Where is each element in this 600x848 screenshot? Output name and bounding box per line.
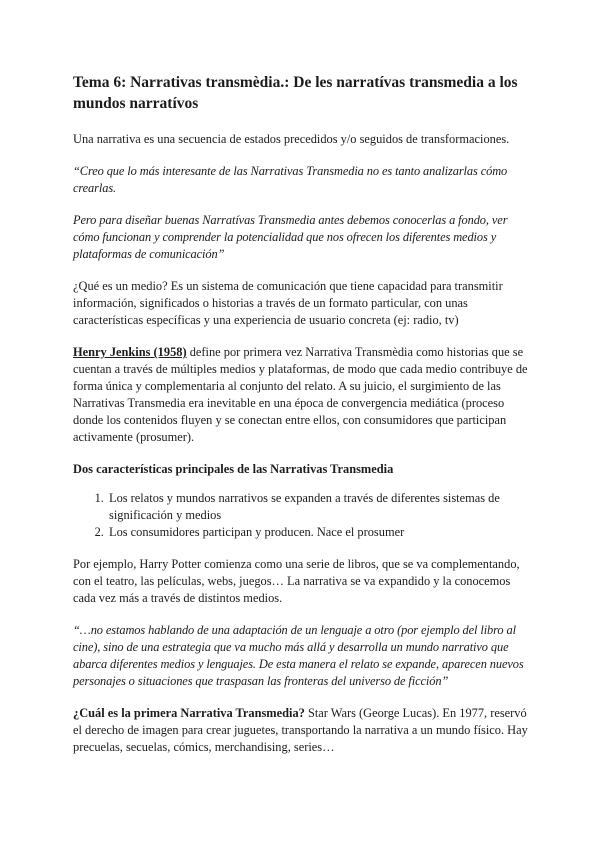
- quote-creation: “Creo que lo más interesante de las Narrativas Transmedia no es tanto analizarlas cómo crearlas.: [73, 164, 508, 195]
- first-transmedia-question: ¿Cuál es la primera Narrativa Transmedia?: [73, 706, 305, 720]
- star-wars-paragraph: [73, 705, 528, 756]
- jenkins-name: Henry Jenkins (1958): [73, 345, 187, 359]
- harry-potter-example: Por ejemplo, Harry Potter comienza como una serie de libros, que se va complementando, con el teatro, las películas, webs, juegos… La narrativa se va expandido y la conocemos cada vez más a través de distintos medios.: [73, 557, 520, 605]
- quote-strategy: “…no estamos hablando de una adaptación de un lenguaje a otro (por ejemplo del libro al cine), sino de una estrategia que va mucho más allá y desarrolla un mundo narrativo que abarca diferentes medios y lenguajes. De esta manera el relato se expande, aparecen nuevos personajes o situaciones que traspasan las fronteras del universo de ficción”: [73, 623, 524, 688]
- document-page: [73, 72, 528, 771]
- document-title: Tema 6: Narrativas transmèdia.: De les narratívas transmedia a los mundos narratívos: [73, 74, 518, 112]
- jenkins-paragraph: [73, 344, 528, 446]
- list-item: 2. Los consumidores participan y producen. Nace el prosumer: [107, 524, 528, 541]
- narrative-definition: Una narrativa es una secuencia de estados precedidos y/o seguidos de transformaciones.: [73, 132, 510, 146]
- jenkins-text: define por primera vez Narrativa Transmèdia como historias que se cuentan a través de múltiples medios y plataformas, de modo que cada medio contribuye de forma única y complementaria al conjunto del relato. A su juicio, el surgimiento de las Narrativas Transmedia era inevitable en una época de convergencia mediática (proceso donde los contenidos fluyen y se conectan entre ellos, con consumidores que participan activamente (prosumer).: [73, 345, 528, 444]
- characteristics-list: [73, 490, 528, 541]
- section-heading: Dos características principales de las Narrativas Transmedia: [73, 462, 394, 476]
- medium-definition: ¿Qué es un medio? Es un sistema de comunicación que tiene capacidad para transmitir información, significados o historias a través de un formato particular, con unas características específicas y una experiencia de usuario concreta (ej: radio, tv): [73, 279, 503, 327]
- list-item: 1. Los relatos y mundos narrativos se expanden a través de diferentes sistemas de significación y medios: [107, 490, 528, 524]
- quote-design: Pero para diseñar buenas Narratívas Transmedia antes debemos conocerlas a fondo, ver cómo funcionan y comprender la potencialidad que nos ofrecen los diferentes medios y plataformas de comunicación”: [73, 213, 508, 261]
- star-wars-text: Star Wars (George Lucas). En 1977, reservó el derecho de imagen para crear juguetes, transportando la narrativa a un mundo físico. Hay precuelas, secuelas, cómics, merchandising, series…: [73, 706, 528, 754]
